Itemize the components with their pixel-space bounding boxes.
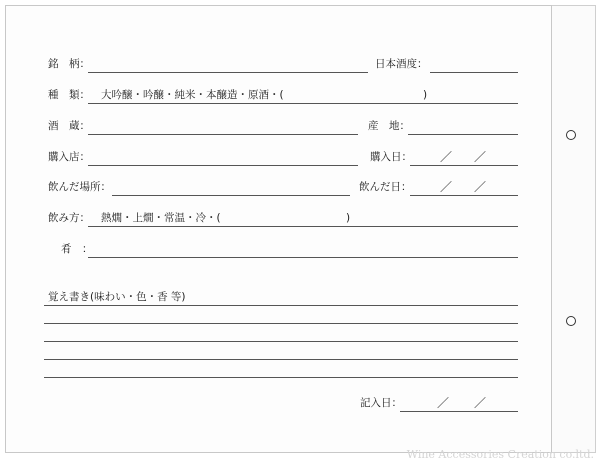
origin-input-line[interactable] (408, 134, 518, 135)
brewery-input-line[interactable] (88, 134, 358, 135)
drinking-place-input-line[interactable] (112, 195, 350, 196)
notes-label: 覚え書き(味わい・色・香 等) (48, 291, 186, 303)
purchase-date-slash-1: ／ (440, 150, 453, 164)
type-label: 種 類： (48, 89, 90, 101)
notes-line-2[interactable] (44, 323, 518, 324)
entry-date-slash-1: ／ (437, 396, 450, 410)
type-close-paren: ) (423, 89, 428, 101)
type-input-line[interactable] (88, 103, 518, 104)
watermark: Wine Accessories Creation co.ltd. (406, 448, 594, 461)
notes-line-3[interactable] (44, 341, 518, 342)
binding-strip (552, 5, 596, 453)
purchase-date-input-line[interactable] (410, 165, 518, 166)
entry-date-input-line[interactable] (400, 411, 518, 412)
serving-input-line[interactable] (88, 226, 518, 227)
notes-line-1[interactable] (44, 305, 518, 306)
serving-label: 飲み方： (48, 212, 90, 224)
drinking-place-label: 飲んだ場所： (48, 181, 111, 193)
entry-date-label: 記入日： (360, 397, 402, 409)
type-options: 大吟醸・吟醸・純米・本醸造・原酒・( (101, 89, 284, 101)
serving-close-paren: ) (346, 212, 351, 224)
purchase-store-input-line[interactable] (88, 165, 358, 166)
punch-hole-lower (566, 316, 576, 326)
punch-hole-upper (566, 130, 576, 140)
notes-line-5[interactable] (44, 377, 518, 378)
purchase-date-slash-2: ／ (474, 150, 487, 164)
drinking-date-input-line[interactable] (410, 195, 518, 196)
sake-degree-input-line[interactable] (430, 72, 518, 73)
drinking-date-label: 飲んだ日： (359, 181, 412, 193)
sake-degree-label: 日本酒度： (375, 58, 428, 70)
notes-line-4[interactable] (44, 359, 518, 360)
brand-input-line[interactable] (88, 72, 368, 73)
origin-label: 産 地： (368, 120, 410, 132)
entry-date-slash-2: ／ (474, 396, 487, 410)
brewery-label: 酒 蔵： (48, 120, 90, 132)
food-label: 肴 ： (61, 243, 93, 255)
drinking-date-slash-1: ／ (440, 180, 453, 194)
serving-options: 熱燗・上燗・常温・冷・( (101, 212, 221, 224)
brand-label: 銘 柄： (48, 58, 90, 70)
food-input-line[interactable] (88, 257, 518, 258)
purchase-date-label: 購入日： (370, 151, 412, 163)
drinking-date-slash-2: ／ (474, 180, 487, 194)
purchase-store-label: 購入店： (48, 151, 90, 163)
